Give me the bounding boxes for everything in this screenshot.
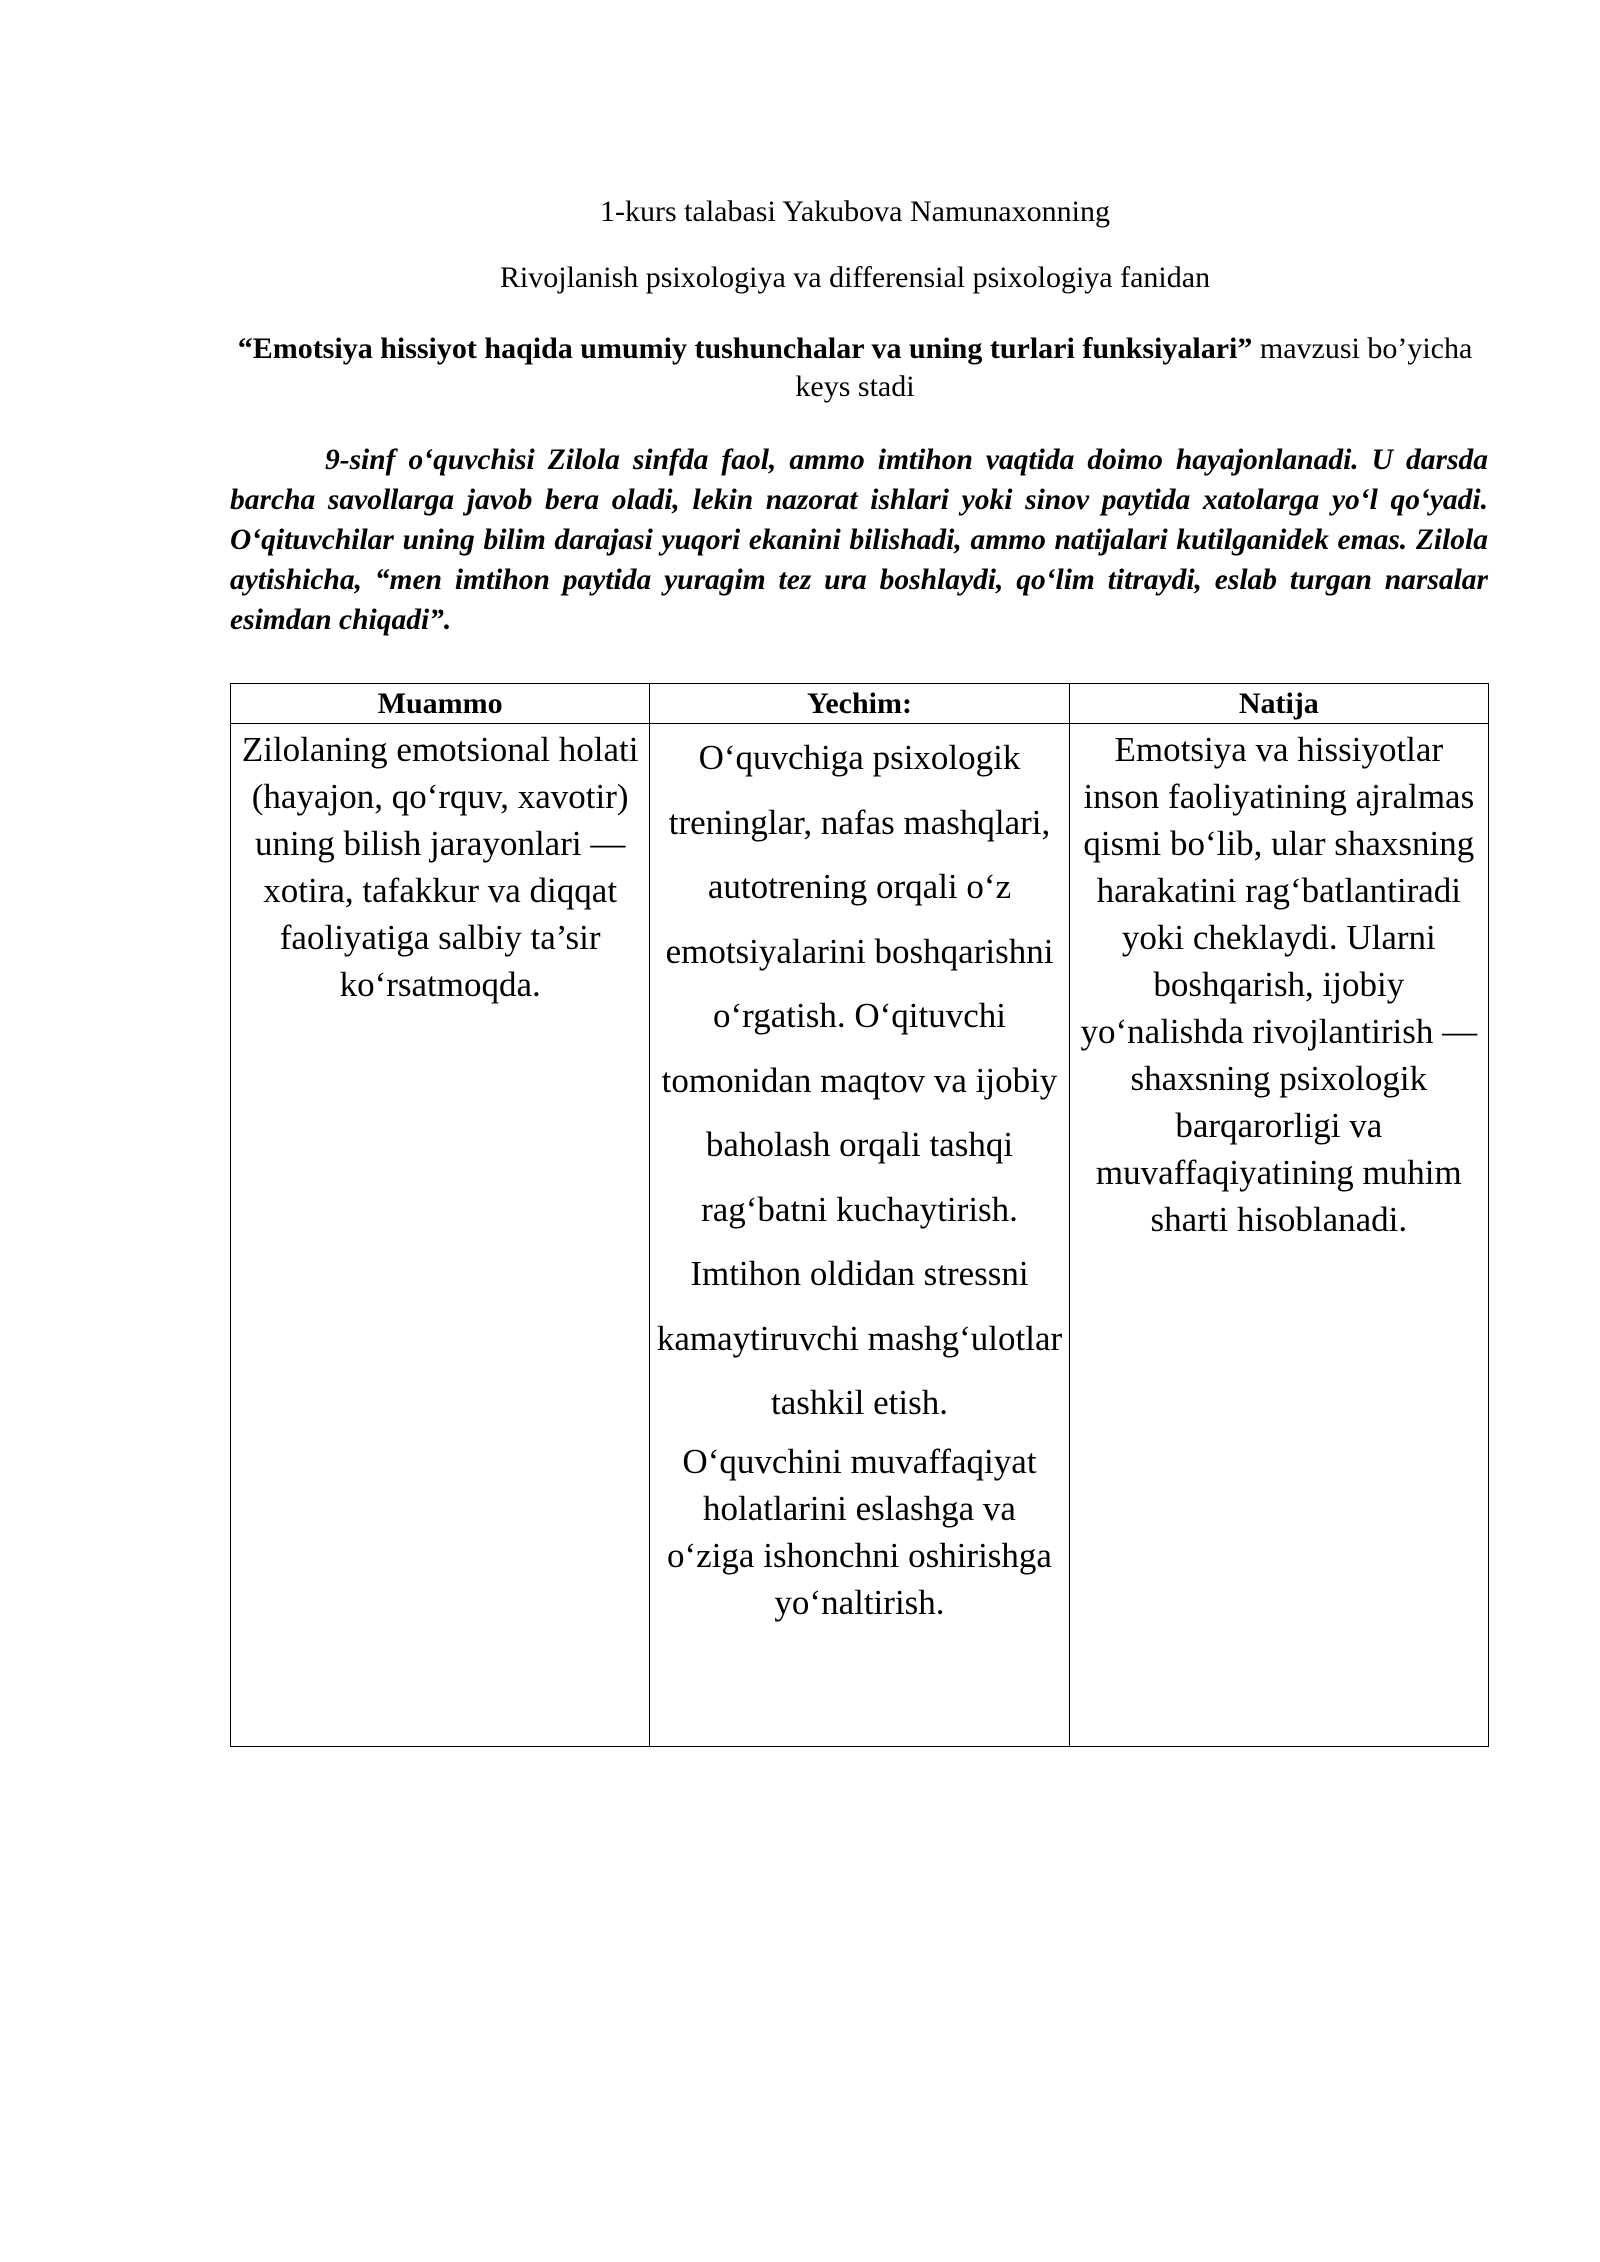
cell-muammo	[231, 724, 650, 1747]
muammo-text: Zilolaning emotsional holati (hayajon, qo‘rquv, xavotir) uning bilish jarayonlari — xotira, tafakkur va diqqat faoliyatiga salbiy ta’sir ko‘rsatmoqda.	[241, 730, 639, 1004]
cell-yechim	[650, 724, 1069, 1747]
header-natija: Natija	[1069, 684, 1488, 724]
case-study-text: 9-sinf o‘quvchisi Zilola sinfda faol, ammo imtihon vaqtida doimo hayajonlanadi. U darsda barcha savollarga javob bera oladi, lekin nazorat ishlari yoki sinov paytida xatolarga yo‘l qo‘yadi. O‘qituvchilar uning bilim darajasi yuqori ekanini bilishadi, ammo natijalari kutilganidek emas. Zilola aytishicha, “men imtihon paytida yuragim tez ura boshlaydi, qo‘lim titraydi, eslab turgan narsalar esimdan chiqadi”.	[230, 444, 1488, 636]
yechim-text: O‘quvchiga psixologik treninglar, nafas mashqlari, autotrening orqali o‘z emotsiyalarini boshqarishni o‘rgatish. O‘qituvchi tomonidan maqtov va ijobiy baholash orqali tashqi rag‘batni kuchaytirish. Imtihon oldidan stressni kamaytiruvchi mashg‘ulotlar tashkil etish.	[656, 738, 1063, 1422]
student-line: 1-kurs talabasi Yakubova Namunaxonning	[600, 195, 1110, 228]
header-yechim: Yechim:	[650, 684, 1069, 724]
header-muammo: Muammo	[231, 684, 650, 724]
natija-text: Emotsiya va hissiyotlar inson faoliyatining ajralmas qismi bo‘lib, ular shaxsning harakatini rag‘batlantiradi yoki cheklaydi. Ularni boshqarish, ijobiy yo‘nalishda rivojlantirish — shaxsning psixologik barqarorligi va muvaffaqiyatining muhim sharti hisoblanadi.	[1080, 730, 1478, 1239]
cell-natija	[1069, 724, 1488, 1747]
table-header-row	[231, 684, 1489, 724]
topic-title: “Emotsiya hissiyot haqida umumiy tushunchalar va uning turlari funksiyalari”	[237, 332, 1253, 365]
table-row	[231, 724, 1489, 1747]
case-table	[230, 683, 1489, 1747]
topic-line	[230, 330, 1480, 406]
subject-line: Rivojlanish psixologiya va differensial psixologiya fanidan	[499, 261, 1211, 294]
topic-suffix: mavzusi bo’yicha keys stadi	[795, 332, 1473, 403]
yechim-text-final: O‘quvchini muvaffaqiyat holatlarini eslashga va o‘ziga ishonchni oshirishga yo‘naltirish.	[667, 1441, 1052, 1622]
